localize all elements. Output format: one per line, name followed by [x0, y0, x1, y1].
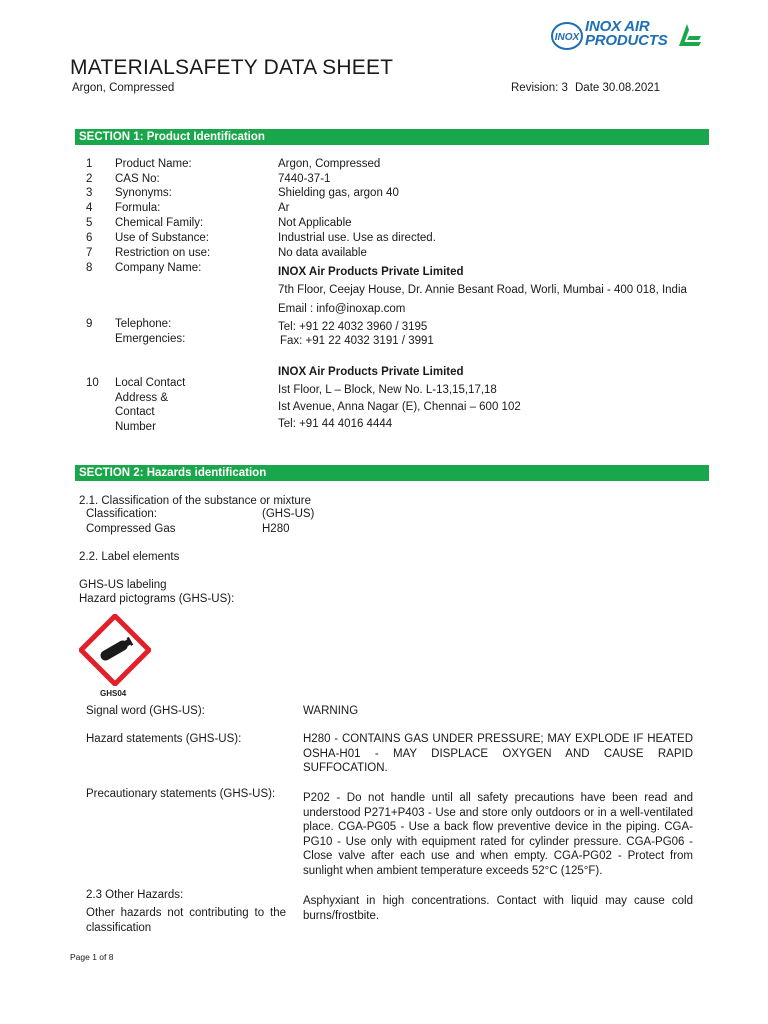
telephone-value: Tel: +91 22 4032 3960 / 3195: [278, 321, 428, 333]
compressed-gas-code: H280: [262, 523, 290, 535]
hazard-statements-label: Hazard statements (GHS-US):: [86, 733, 242, 745]
local-address-2: Ist Avenue, Anna Nagar (E), Chennai – 600 102: [278, 401, 521, 413]
row-num: 3: [86, 187, 93, 199]
row-label: Formula:: [115, 202, 161, 214]
classification-value: (GHS-US): [262, 508, 315, 520]
row-label: Synonyms:: [115, 187, 172, 199]
telephone-label: Telephone:: [115, 318, 172, 330]
row-num: 2: [86, 172, 93, 185]
document-title: MATERIALSAFETY DATA SHEET: [70, 56, 394, 79]
logo-line1: INOX AIR: [585, 18, 650, 35]
label-elements-heading: 2.2. Label elements: [79, 551, 180, 563]
logo-line2: PRODUCTS: [585, 32, 668, 49]
classification-heading: 2.1. Classification of the substance or mixture: [79, 495, 312, 507]
signal-word-label: Signal word (GHS-US):: [86, 705, 205, 717]
precautionary-statements-value: P202 - Do not handle until all safety precautions have been read and understood P271+P403 - Use and store only outdoors or in a well-ventilated place. CGA-PG05 - Use a back flow preventive device in the piping. CGA-PG10 - Use only with equipment rated for cylinder pressure. CGA-PG06 - Close valve after each use and when empty. CGA-PG02 - Protect from sunlight when ambient temperature exceeds 52°C (125°F).: [303, 792, 693, 877]
compressed-gas-label: Compressed Gas: [86, 523, 176, 535]
row-num: 4: [86, 202, 93, 214]
company-address: 7th Floor, Ceejay House, Dr. Annie Besant Road, Worli, Mumbai - 400 018, India: [278, 284, 687, 296]
row-value: Industrial use. Use as directed.: [278, 232, 436, 244]
other-hazards-value: Asphyxiant in high concentrations. Contact with liquid may cause cold burns/frostbite.: [303, 895, 693, 922]
local-contact-label-3: Contact: [115, 406, 155, 418]
telephone-num: 9: [86, 318, 93, 330]
section-1-heading: SECTION 1: Product Identification: [75, 129, 709, 145]
emergencies-label: Emergencies:: [115, 333, 186, 345]
row-label: Restriction on use:: [115, 246, 211, 259]
row-value: No data available: [278, 246, 367, 259]
company-logo: [551, 18, 706, 54]
inox-badge-icon: [551, 20, 585, 54]
hazard-pictograms-label: Hazard pictograms (GHS-US):: [79, 593, 235, 605]
local-address-1: Ist Floor, L – Block, New No. L-13,15,17,18: [278, 384, 497, 396]
local-contact-label-1: Local Contact: [115, 377, 186, 389]
row-label: Use of Substance:: [115, 232, 209, 244]
logo-wordmark: [585, 20, 668, 48]
local-company-name: INOX Air Products Private Limited: [278, 366, 464, 378]
row-label: Product Name:: [115, 158, 192, 170]
other-hazards-label: Other hazards not contributing to the classification: [86, 907, 286, 934]
company-name: INOX Air Products Private Limited: [278, 266, 464, 278]
logo-badge-text: INOX: [554, 32, 580, 43]
row-label: Chemical Family:: [115, 217, 204, 229]
revision: Revision: 3: [511, 82, 568, 94]
logo-mark-icon: [673, 22, 703, 48]
gas-cylinder-diamond-icon: [79, 614, 151, 686]
row-value: Ar: [278, 202, 290, 214]
row-num: 5: [86, 217, 93, 229]
local-contact-label-2: Address &: [115, 391, 169, 404]
row-num: 6: [86, 232, 93, 244]
row-value: Not Applicable: [278, 217, 352, 229]
ghs-labeling: GHS-US labeling: [79, 579, 167, 591]
company-label: Company Name:: [115, 262, 202, 274]
precautionary-statements-label: Precautionary statements (GHS-US):: [86, 788, 276, 800]
row-label: CAS No:: [115, 172, 160, 185]
row-value: Shielding gas, argon 40: [278, 187, 399, 199]
company-num: 8: [86, 262, 93, 274]
row-value: 7440-37-1: [278, 172, 331, 185]
row-num: 7: [86, 246, 93, 259]
page-number: Page 1 of 8: [70, 952, 114, 962]
pictogram-caption: GHS04: [100, 689, 127, 698]
signal-word-value: WARNING: [303, 705, 359, 717]
hazard-statements-value: H280 - CONTAINS GAS UNDER PRESSURE; MAY EXPLODE IF HEATED OSHA-H01 - MAY DISPLACE OXYGEN AND CAUSE RAPID SUFFOCATION.: [303, 733, 693, 774]
row-num: 1: [86, 158, 93, 170]
revision-date: Date 30.08.2021: [575, 82, 661, 94]
fax-value: Fax: +91 22 4032 3191 / 3991: [280, 335, 434, 347]
row-value: Argon, Compressed: [278, 158, 381, 170]
section-2-heading: SECTION 2: Hazards identification: [75, 465, 709, 481]
product-subtitle: Argon, Compressed: [72, 82, 175, 94]
company-email: Email : info@inoxap.com: [278, 303, 406, 315]
local-contact-num: 10: [86, 377, 99, 389]
classification-label: Classification:: [86, 508, 157, 520]
local-contact-label-4: Number: [115, 420, 156, 433]
other-hazards-heading: 2.3 Other Hazards:: [86, 889, 184, 901]
local-telephone: Tel: +91 44 4016 4444: [278, 418, 393, 430]
